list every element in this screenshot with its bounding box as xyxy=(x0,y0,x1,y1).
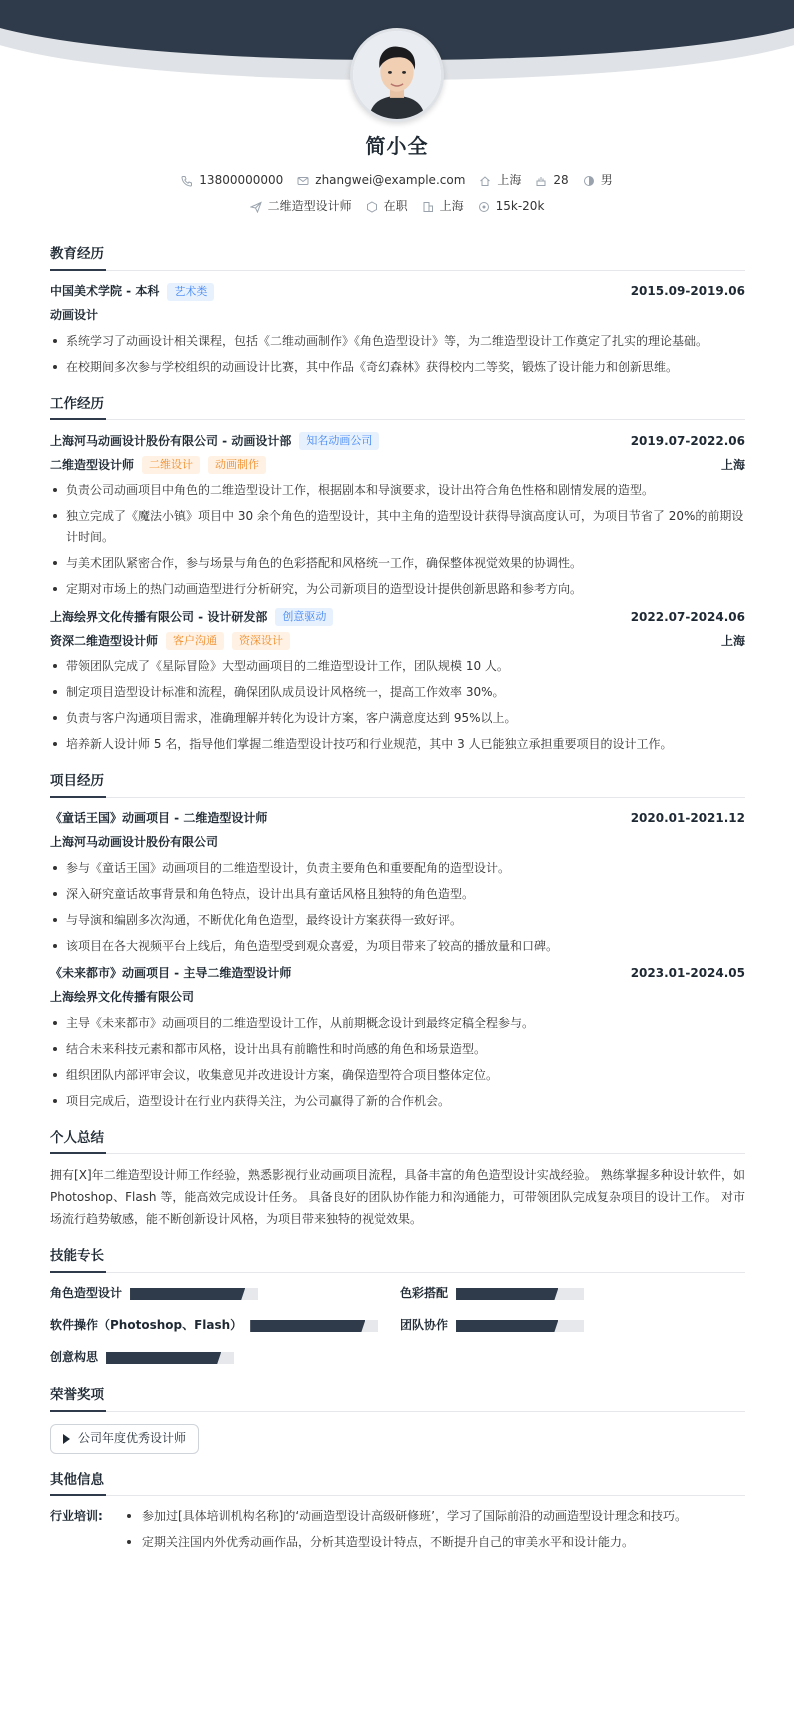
section-title: 其他信息 xyxy=(50,1470,745,1497)
location-text: 上海 xyxy=(497,173,522,187)
position-text: 二维造型设计师 xyxy=(267,199,352,213)
gender-info xyxy=(583,171,613,190)
company-tag: 知名动画公司 xyxy=(299,432,379,450)
age-info xyxy=(535,171,568,190)
position-info xyxy=(250,197,352,216)
work-city: 上海 xyxy=(720,457,745,472)
building-icon xyxy=(422,201,434,213)
salary-info xyxy=(478,197,545,216)
salary-text: 15k-20k xyxy=(495,199,545,213)
work-city: 上海 xyxy=(720,633,745,648)
role-tag: 客户沟通 xyxy=(166,632,224,650)
skill-name: 色彩搭配 xyxy=(400,1286,449,1301)
list-item: 在校期间多次参与学校组织的动画设计比赛，其中作品《奇幻森林》获得校内二等奖，锻炼了设计能力和创新思维。 xyxy=(50,357,745,378)
mail-icon xyxy=(297,175,309,187)
status-icon xyxy=(366,201,378,213)
skill-name: 软件操作（Photoshop、Flash） xyxy=(50,1318,243,1333)
skill-name: 创意构思 xyxy=(50,1350,99,1365)
gender-text: 男 xyxy=(600,173,613,187)
bullet-list xyxy=(50,656,745,755)
skill-item xyxy=(50,1315,400,1337)
skill-bar-fill xyxy=(106,1352,221,1364)
list-item: 定期关注国内外优秀动画作品，分析其造型设计特点，不断提升自己的审美水平和设计能力。 xyxy=(112,1532,687,1553)
section-title: 教育经历 xyxy=(50,244,745,271)
skill-bar xyxy=(130,1288,258,1300)
awards-section xyxy=(50,1385,745,1454)
list-item: 独立完成了《魔法小镇》项目中 30 余个角色的造型设计，其中主角的造型设计获得导演高度认可，为项目节省了 20%的前期设计时间。 xyxy=(50,506,745,548)
skill-bar-fill xyxy=(250,1320,365,1332)
list-item: 系统学习了动画设计相关课程，包括《二维动画制作》《角色造型设计》等，为二维造型设计工作奠定了扎实的理论基础。 xyxy=(50,331,745,352)
role-tag: 动画制作 xyxy=(208,456,266,474)
skill-name: 角色造型设计 xyxy=(50,1286,123,1301)
summary-text: 拥有[X]年二维造型设计师工作经验，熟悉影视行业动画项目流程，具备丰富的角色造型设计实战经验。 熟练掌握多种设计软件，如 Photoshop、Flash 等，能高效完成设计任务。 具备良好的团队协作能力和沟通能力，可带领团队完成复杂项目的设计工作。 对市场流行趋势敏感，能不断创新设计风格，为项目带来独特的视觉效果。 xyxy=(50,1168,745,1227)
project-entry xyxy=(50,808,745,957)
company-name: 上海河马动画设计股份有限公司 - 动画设计部 xyxy=(50,433,292,448)
period: 2022.07-2024.06 xyxy=(630,609,745,624)
list-item: 深入研究童话故事背景和角色特点，设计出具有童话风格且独特的角色造型。 xyxy=(50,884,745,905)
skill-item xyxy=(50,1283,400,1305)
other-info xyxy=(50,1506,745,1558)
education-section xyxy=(50,244,745,378)
email-info xyxy=(297,171,465,190)
list-item: 负责公司动画项目中角色的二维造型设计工作，根据剧本和导演要求，设计出符合角色性格和剧情发展的造型。 xyxy=(50,480,745,501)
age-icon xyxy=(535,175,547,187)
summary-section xyxy=(50,1128,745,1231)
major: 动画设计 xyxy=(50,308,99,322)
role-title: 资深二维造型设计师 xyxy=(50,633,159,648)
period: 2020.01-2021.12 xyxy=(630,811,745,826)
skill-item xyxy=(50,1347,400,1369)
skill-bar xyxy=(106,1352,234,1364)
project-company: 上海河马动画设计股份有限公司 xyxy=(50,835,219,850)
work-entry xyxy=(50,606,745,755)
list-item: 结合未来科技元素和都市风格，设计出具有前瞻性和时尚感的角色和场景造型。 xyxy=(50,1039,745,1060)
category-tag: 艺术类 xyxy=(167,283,214,301)
triangle-right-icon xyxy=(63,1434,70,1444)
role-tag: 二维设计 xyxy=(142,456,200,474)
list-item: 培养新人设计师 5 名，指导他们掌握二维造型设计技巧和行业规范，其中 3 人已能独立承担重要项目的设计工作。 xyxy=(50,734,745,755)
section-title: 工作经历 xyxy=(50,394,745,421)
other-label: 行业培训: xyxy=(50,1509,103,1524)
work-entry xyxy=(50,430,745,600)
candidate-name: 简小全 xyxy=(365,134,429,158)
section-title: 技能专长 xyxy=(50,1246,745,1273)
bullet-list xyxy=(50,480,745,600)
list-item: 定期对市场上的热门动画造型进行分析研究，为公司新项目的造型设计提供创新思路和参考方向。 xyxy=(50,579,745,600)
city-info xyxy=(422,197,464,216)
award-label: 公司年度优秀设计师 xyxy=(78,1430,187,1445)
project-entry xyxy=(50,963,745,1112)
role-tag: 资深设计 xyxy=(232,632,290,650)
bullet-list xyxy=(50,858,745,957)
role-title: 二维造型设计师 xyxy=(50,457,135,472)
skill-bar xyxy=(456,1320,584,1332)
salary-icon xyxy=(478,201,490,213)
bullet-list xyxy=(112,1506,687,1558)
list-item: 组织团队内部评审会议，收集意见并改进设计方案，确保造型符合项目整体定位。 xyxy=(50,1065,745,1086)
project-title: 《未来都市》动画项目 - 主导二维造型设计师 xyxy=(50,966,292,981)
project-title: 《童话王国》动画项目 - 二维造型设计师 xyxy=(50,811,268,826)
bullet-list xyxy=(50,331,745,378)
section-title: 项目经历 xyxy=(50,771,745,798)
entry-head xyxy=(50,430,745,452)
award-toggle-button[interactable] xyxy=(50,1424,199,1454)
city-text: 上海 xyxy=(439,199,464,213)
period: 2023.01-2024.05 xyxy=(630,966,745,981)
role-row xyxy=(50,630,745,652)
role-row xyxy=(50,454,745,476)
job-intent-row xyxy=(0,197,794,216)
phone-icon xyxy=(181,175,193,187)
period: 2019.07-2022.06 xyxy=(630,433,745,448)
skill-item xyxy=(400,1315,745,1337)
company-name: 上海绘界文化传播有限公司 - 设计研发部 xyxy=(50,609,268,624)
resume-content xyxy=(50,244,745,1574)
project-company: 上海绘界文化传播有限公司 xyxy=(50,990,195,1005)
entry-head xyxy=(50,281,745,303)
phone-info xyxy=(181,171,283,190)
entry-head xyxy=(50,808,745,830)
other-section xyxy=(50,1470,745,1559)
skill-bar-fill xyxy=(130,1288,245,1300)
age-text: 28 xyxy=(553,173,569,187)
skill-bar-fill xyxy=(456,1288,558,1300)
send-icon xyxy=(250,201,262,213)
phone-text: 13800000000 xyxy=(199,173,284,187)
avatar-photo xyxy=(353,31,441,119)
list-item: 主导《未来都市》动画项目的二维造型设计工作，从前期概念设计到最终定稿全程参与。 xyxy=(50,1013,745,1034)
projects-section xyxy=(50,771,745,1112)
email-text: zhangwei@example.com xyxy=(315,173,466,187)
school-name: 中国美术学院 - 本科 xyxy=(50,284,160,298)
entry-head xyxy=(50,606,745,628)
section-title: 个人总结 xyxy=(50,1128,745,1155)
list-item: 与美术团队紧密合作，参与场景与角色的色彩搭配和风格统一工作，确保整体视觉效果的协调性。 xyxy=(50,553,745,574)
list-item: 与导演和编剧多次沟通，不断优化角色造型，最终设计方案获得一致好评。 xyxy=(50,910,745,931)
home-icon xyxy=(479,175,491,187)
avatar xyxy=(350,28,444,122)
status-text: 在职 xyxy=(383,199,408,213)
list-item: 参加过[具体培训机构名称]的‘动画造型设计高级研修班’，学习了国际前沿的动画造型设计理念和技巧。 xyxy=(112,1506,687,1527)
skills-grid xyxy=(50,1283,745,1369)
skill-bar-fill xyxy=(456,1320,558,1332)
skill-item xyxy=(400,1283,745,1305)
section-title: 荣誉奖项 xyxy=(50,1385,745,1412)
status-info xyxy=(366,197,408,216)
location-info xyxy=(479,171,521,190)
list-item: 项目完成后，造型设计在行业内获得关注，为公司赢得了新的合作机会。 xyxy=(50,1091,745,1112)
company-tag: 创意驱动 xyxy=(275,608,333,626)
education-entry xyxy=(50,281,745,378)
entry-head xyxy=(50,963,745,985)
skill-name: 团队协作 xyxy=(400,1318,449,1333)
skill-bar xyxy=(250,1320,378,1332)
gender-icon xyxy=(583,175,595,187)
list-item: 参与《童话王国》动画项目的二维造型设计，负责主要角色和重要配角的造型设计。 xyxy=(50,858,745,879)
period: 2015.09-2019.06 xyxy=(630,284,745,298)
list-item: 制定项目造型设计标准和流程，确保团队成员设计风格统一，提高工作效率 30%。 xyxy=(50,682,745,703)
skills-section xyxy=(50,1246,745,1369)
skill-bar xyxy=(456,1288,584,1300)
list-item: 带领团队完成了《星际冒险》大型动画项目的二维造型设计工作，团队规模 10 人。 xyxy=(50,656,745,677)
bullet-list xyxy=(50,1013,745,1112)
list-item: 该项目在各大视频平台上线后，角色造型受到观众喜爱，为项目带来了较高的播放量和口碑。 xyxy=(50,936,745,957)
contact-row xyxy=(0,171,794,190)
list-item: 负责与客户沟通项目需求，准确理解并转化为设计方案，客户满意度达到 95%以上。 xyxy=(50,708,745,729)
work-section xyxy=(50,394,745,756)
